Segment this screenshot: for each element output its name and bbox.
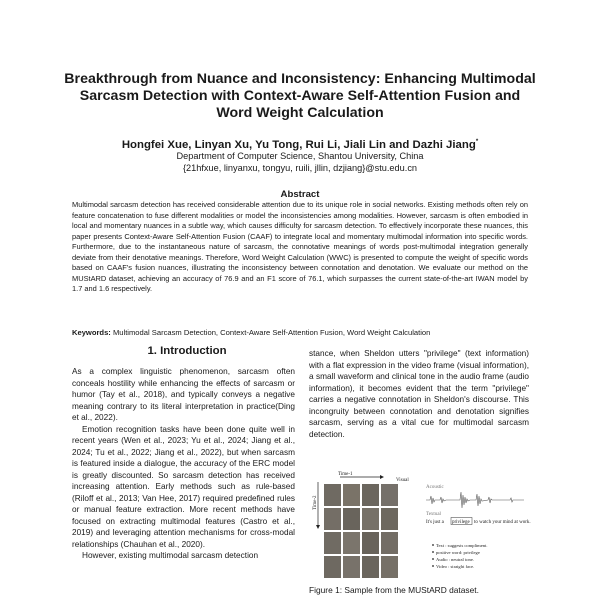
affiliation-block <box>60 150 540 174</box>
video-frame <box>362 508 379 530</box>
video-frame <box>324 484 341 506</box>
author-names: Hongfei Xue, Linyan Xu, Yu Tong, Rui Li, Jiali Lin and Dazhi Jiang <box>121 138 476 151</box>
figure-bullets <box>432 543 487 569</box>
bullet-text: Text : suggests compliment. <box>436 543 488 548</box>
bullet-text: Video : straight face. <box>436 564 475 569</box>
right-column-text: stance, when Sheldon utters "privilege" (text information) with a flat expression in the video frame (visual information), a small waveform and clinical tone in the audio frame (audio information), it becomes evident that the term "privilege" carries a negative connotation in Sheldon's discourse. This incongruity between connotation and denotation signifies sarcasm, serving as a vital cue for multimodal sarcasm detection. <box>309 349 529 439</box>
keywords-text: Multimodal Sarcasm Detection, Context-Aware Self-Attention Fusion, Word Weight Calculation <box>112 328 431 337</box>
left-column <box>72 366 295 562</box>
abstract-text: Multimodal sarcasm detection has received considerable attention due to its unique role in social networks. Existing methods often rely on feature concatenation to fuse different modalities or model the inconsistencies among modalities. However, sarcasm is often embodied in local and momentary nuances in a subtle way, which causes difficulty for sarcasm detection. To effectively incorporate these nuances, this paper presents Context-Aware Self-Attention Fusion (CAAF) to integrate local and momentary multimodal information into specific words. Furthermore, due to the instantaneous nature of sarcasm, the connotative meanings of words post-multimodal integration generally deviate from their denotative meanings. Therefore, Word Weight Calculation (WWC) is presented to compute the weight of specific words based on CAAF's fusion nuances, illustrating the inconsistency between connotation and denotation. We evaluate our method on the MUStARD dataset, achieving an accuracy of 76.9 and an F1 score of 76.1, which surpasses the current state-of-the-art IWAN model by 1.7 and 1.6 respectively. <box>72 200 528 293</box>
intro-paragraph-2: Emotion recognition tasks have been done quite well in recent years (Wen et al., 2023; Yu et al., 2024; Jiang et al., 2024; Tu et al., 2022; Jiang et al., 2022), but when sarcasm is featured inside a dialogue, the accuracy of the ERC model is greatly discounted. So sarcasm detection has received increasing attention. Early methods such as rule-based (Riloff et al., 2013; Van Hee, 2017) required predefined rules or manual feature extraction. More recent methods have focused on extracting multimodal features (Castro et al., 2019) and leveraging attention mechanisms for cross-modal relationships (Chauhan et al., 2020). <box>72 424 295 549</box>
acoustic-label: Acoustic <box>426 485 444 490</box>
video-frame <box>343 508 360 530</box>
time2-label: Time-2 <box>313 495 318 510</box>
audio-waveform <box>426 492 524 508</box>
intro-paragraph-3: However, existing multimodal sarcasm detection <box>82 551 259 560</box>
sentence-end: to watch your mind at work. <box>474 520 531 525</box>
abstract-heading: Abstract <box>280 189 320 200</box>
figure-1 <box>310 470 534 582</box>
paper-title: Breakthrough from Nuance and Inconsistency: Enhancing Multimodal Sarcasm Detection with Context-Aware Self-Attention Fusion and Word Weight Calculation <box>64 71 536 121</box>
bullet-text: Audio : neutral tone. <box>436 557 475 562</box>
figure-caption: Figure 1: Sample from the MUStARD dataset. <box>309 585 479 595</box>
affiliation: Department of Computer Science, Shantou University, China <box>176 151 424 161</box>
sentence-start: It's just a <box>426 520 444 525</box>
bullet-dot <box>432 565 434 567</box>
time2-arrow-head <box>316 525 320 529</box>
video-frame <box>381 556 398 578</box>
time1-arrow-head <box>380 475 384 479</box>
keywords-line <box>72 328 528 338</box>
video-frame <box>343 532 360 554</box>
video-frame <box>381 532 398 554</box>
video-frame <box>343 484 360 506</box>
author-emails: {21hfxue, linyanxu, tongyu, ruili, jllin, dzjiang}@stu.edu.cn <box>182 163 418 173</box>
video-frame <box>362 556 379 578</box>
textual-label: Textual <box>426 512 441 517</box>
section-heading-introduction: 1. Introduction <box>147 345 227 357</box>
highlight-word: privilege <box>452 520 470 525</box>
video-frame <box>324 508 341 530</box>
video-frames <box>324 484 398 578</box>
corresponding-author-mark: * <box>475 139 479 145</box>
video-frame <box>324 532 341 554</box>
video-frame <box>362 484 379 506</box>
keywords-label: Keywords: <box>72 328 111 337</box>
video-frame <box>324 556 341 578</box>
bullet-dot <box>432 558 434 560</box>
video-frame <box>381 508 398 530</box>
bullet-text: positive word: privilege <box>436 550 480 555</box>
video-frame <box>343 556 360 578</box>
visual-label: Visual <box>396 478 409 483</box>
video-frame <box>362 532 379 554</box>
bullet-dot <box>432 544 434 546</box>
video-frame <box>381 484 398 506</box>
intro-paragraph-1: As a complex linguistic phenomenon, sarcasm often conceals hostility while enhancing the effects of sarcasm or humor (Tay et al., 2018), and typically conveys a negative meaning contrary to its literal interpretation in practice(Ding et al., 2022). <box>72 367 295 422</box>
time1-label: Time-1 <box>338 472 353 477</box>
bullet-dot <box>432 551 434 553</box>
